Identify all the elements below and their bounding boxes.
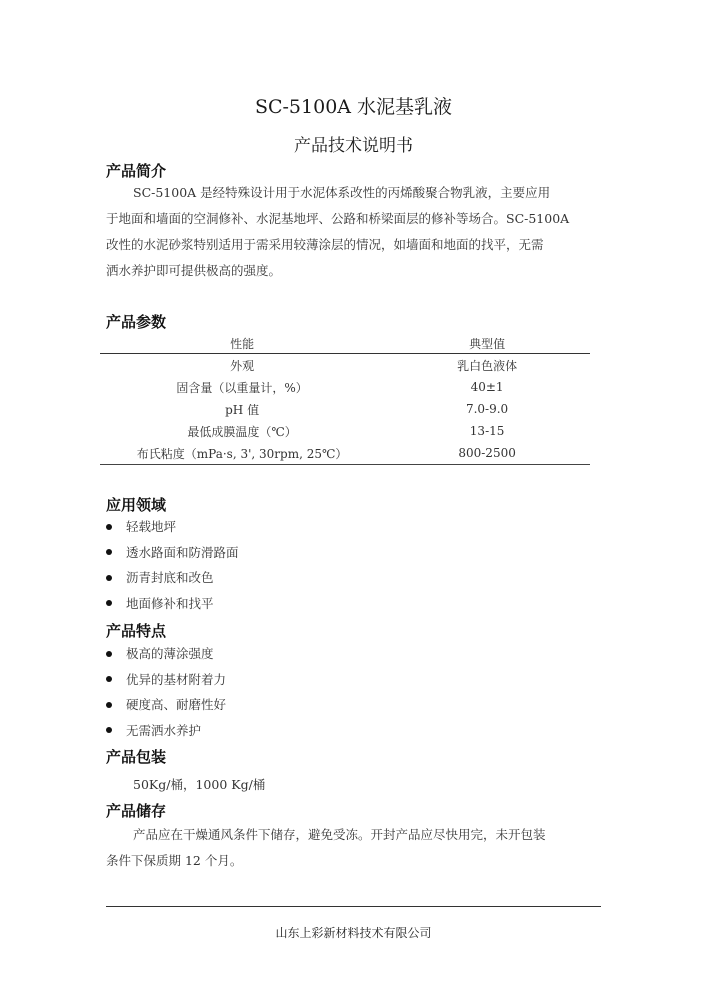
list-item-text: 极高的薄涂强度 <box>126 646 214 661</box>
param-value: 乳白色液体 <box>457 358 518 373</box>
list-item <box>106 565 239 591</box>
bullet-icon <box>106 651 112 657</box>
list-item-text: 硬度高、耐磨性好 <box>126 697 227 712</box>
list-item <box>106 641 226 667</box>
param-property: 最低成膜温度（℃） <box>187 424 297 439</box>
bullet-icon <box>106 549 112 555</box>
col-value-header: 典型值 <box>384 333 590 354</box>
company-name: 山东上彩新材料技术有限公司 <box>275 926 432 940</box>
bullet-icon <box>106 727 112 733</box>
packaging-text: 50Kg/桶，1000 Kg/桶 <box>133 777 266 792</box>
features-list <box>106 641 226 743</box>
intro-line: 洒水养护即可提供极高的强度。 <box>106 263 282 278</box>
param-value: 13-15 <box>469 424 505 438</box>
list-item <box>106 591 239 617</box>
applications-list <box>106 514 239 616</box>
storage-line: 条件下保质期 12 个月。 <box>106 853 243 868</box>
table-row <box>100 354 590 377</box>
bullet-icon <box>106 524 112 530</box>
list-item <box>106 718 226 744</box>
list-item <box>106 540 239 566</box>
bullet-icon <box>106 575 112 581</box>
applications-heading: 应用领域 <box>106 496 167 514</box>
list-item-text: 透水路面和防滑路面 <box>126 544 239 560</box>
param-value: 800-2500 <box>384 442 590 465</box>
intro-line: 改性的水泥砂浆特别适用于需采用较薄涂层的情况，如墙面和地面的找平，无需 <box>106 237 544 252</box>
storage-paragraph <box>106 822 601 874</box>
list-item <box>106 667 226 693</box>
storage-heading: 产品储存 <box>106 802 167 820</box>
intro-line: SC-5100A 是经特殊设计用于水泥体系改性的丙烯酸聚合物乳液，主要应用 <box>133 185 551 200</box>
footer-divider <box>106 906 601 907</box>
table-row <box>100 442 590 465</box>
list-item-text: 轻载地坪 <box>126 519 177 534</box>
features-heading: 产品特点 <box>106 622 167 640</box>
param-value: 7.0-9.0 <box>465 402 509 416</box>
storage-line: 产品应在干燥通风条件下储存，避免受冻。开封产品应尽快用完，未开包装 <box>133 827 546 842</box>
param-property: 布氏粘度（mPa·s, 3', 30rpm, 25℃） <box>100 442 384 465</box>
params-heading: 产品参数 <box>106 313 167 331</box>
document-subtitle: 产品技术说明书 <box>294 136 413 156</box>
bullet-icon <box>106 702 112 708</box>
list-item <box>106 692 226 718</box>
list-item-text: 地面修补和找平 <box>126 595 214 611</box>
params-table <box>100 333 590 465</box>
param-value: 40±1 <box>470 380 504 394</box>
params-header-row <box>100 333 590 354</box>
packaging-heading: 产品包装 <box>106 748 167 766</box>
document-title: SC-5100A 水泥基乳液 <box>254 96 453 118</box>
list-item-text: 沥青封底和改色 <box>126 570 214 585</box>
col-property-header: 性能 <box>100 333 384 354</box>
list-item-text: 优异的基材附着力 <box>126 671 227 687</box>
table-row <box>100 398 590 420</box>
list-item <box>106 514 239 540</box>
bullet-icon <box>106 600 112 606</box>
param-property: 外观 <box>230 358 255 373</box>
intro-line: 于地面和墙面的空洞修补、水泥基地坪、公路和桥梁面层的修补等场合。SC-5100A <box>106 211 570 226</box>
bullet-icon <box>106 676 112 682</box>
table-row <box>100 376 590 398</box>
table-row <box>100 420 590 442</box>
list-item-text: 无需洒水养护 <box>126 722 202 738</box>
param-property: 固含量（以重量计，%） <box>176 380 308 395</box>
intro-heading: 产品简介 <box>106 162 167 180</box>
intro-paragraph <box>106 180 601 284</box>
param-property: pH 值 <box>225 402 260 417</box>
